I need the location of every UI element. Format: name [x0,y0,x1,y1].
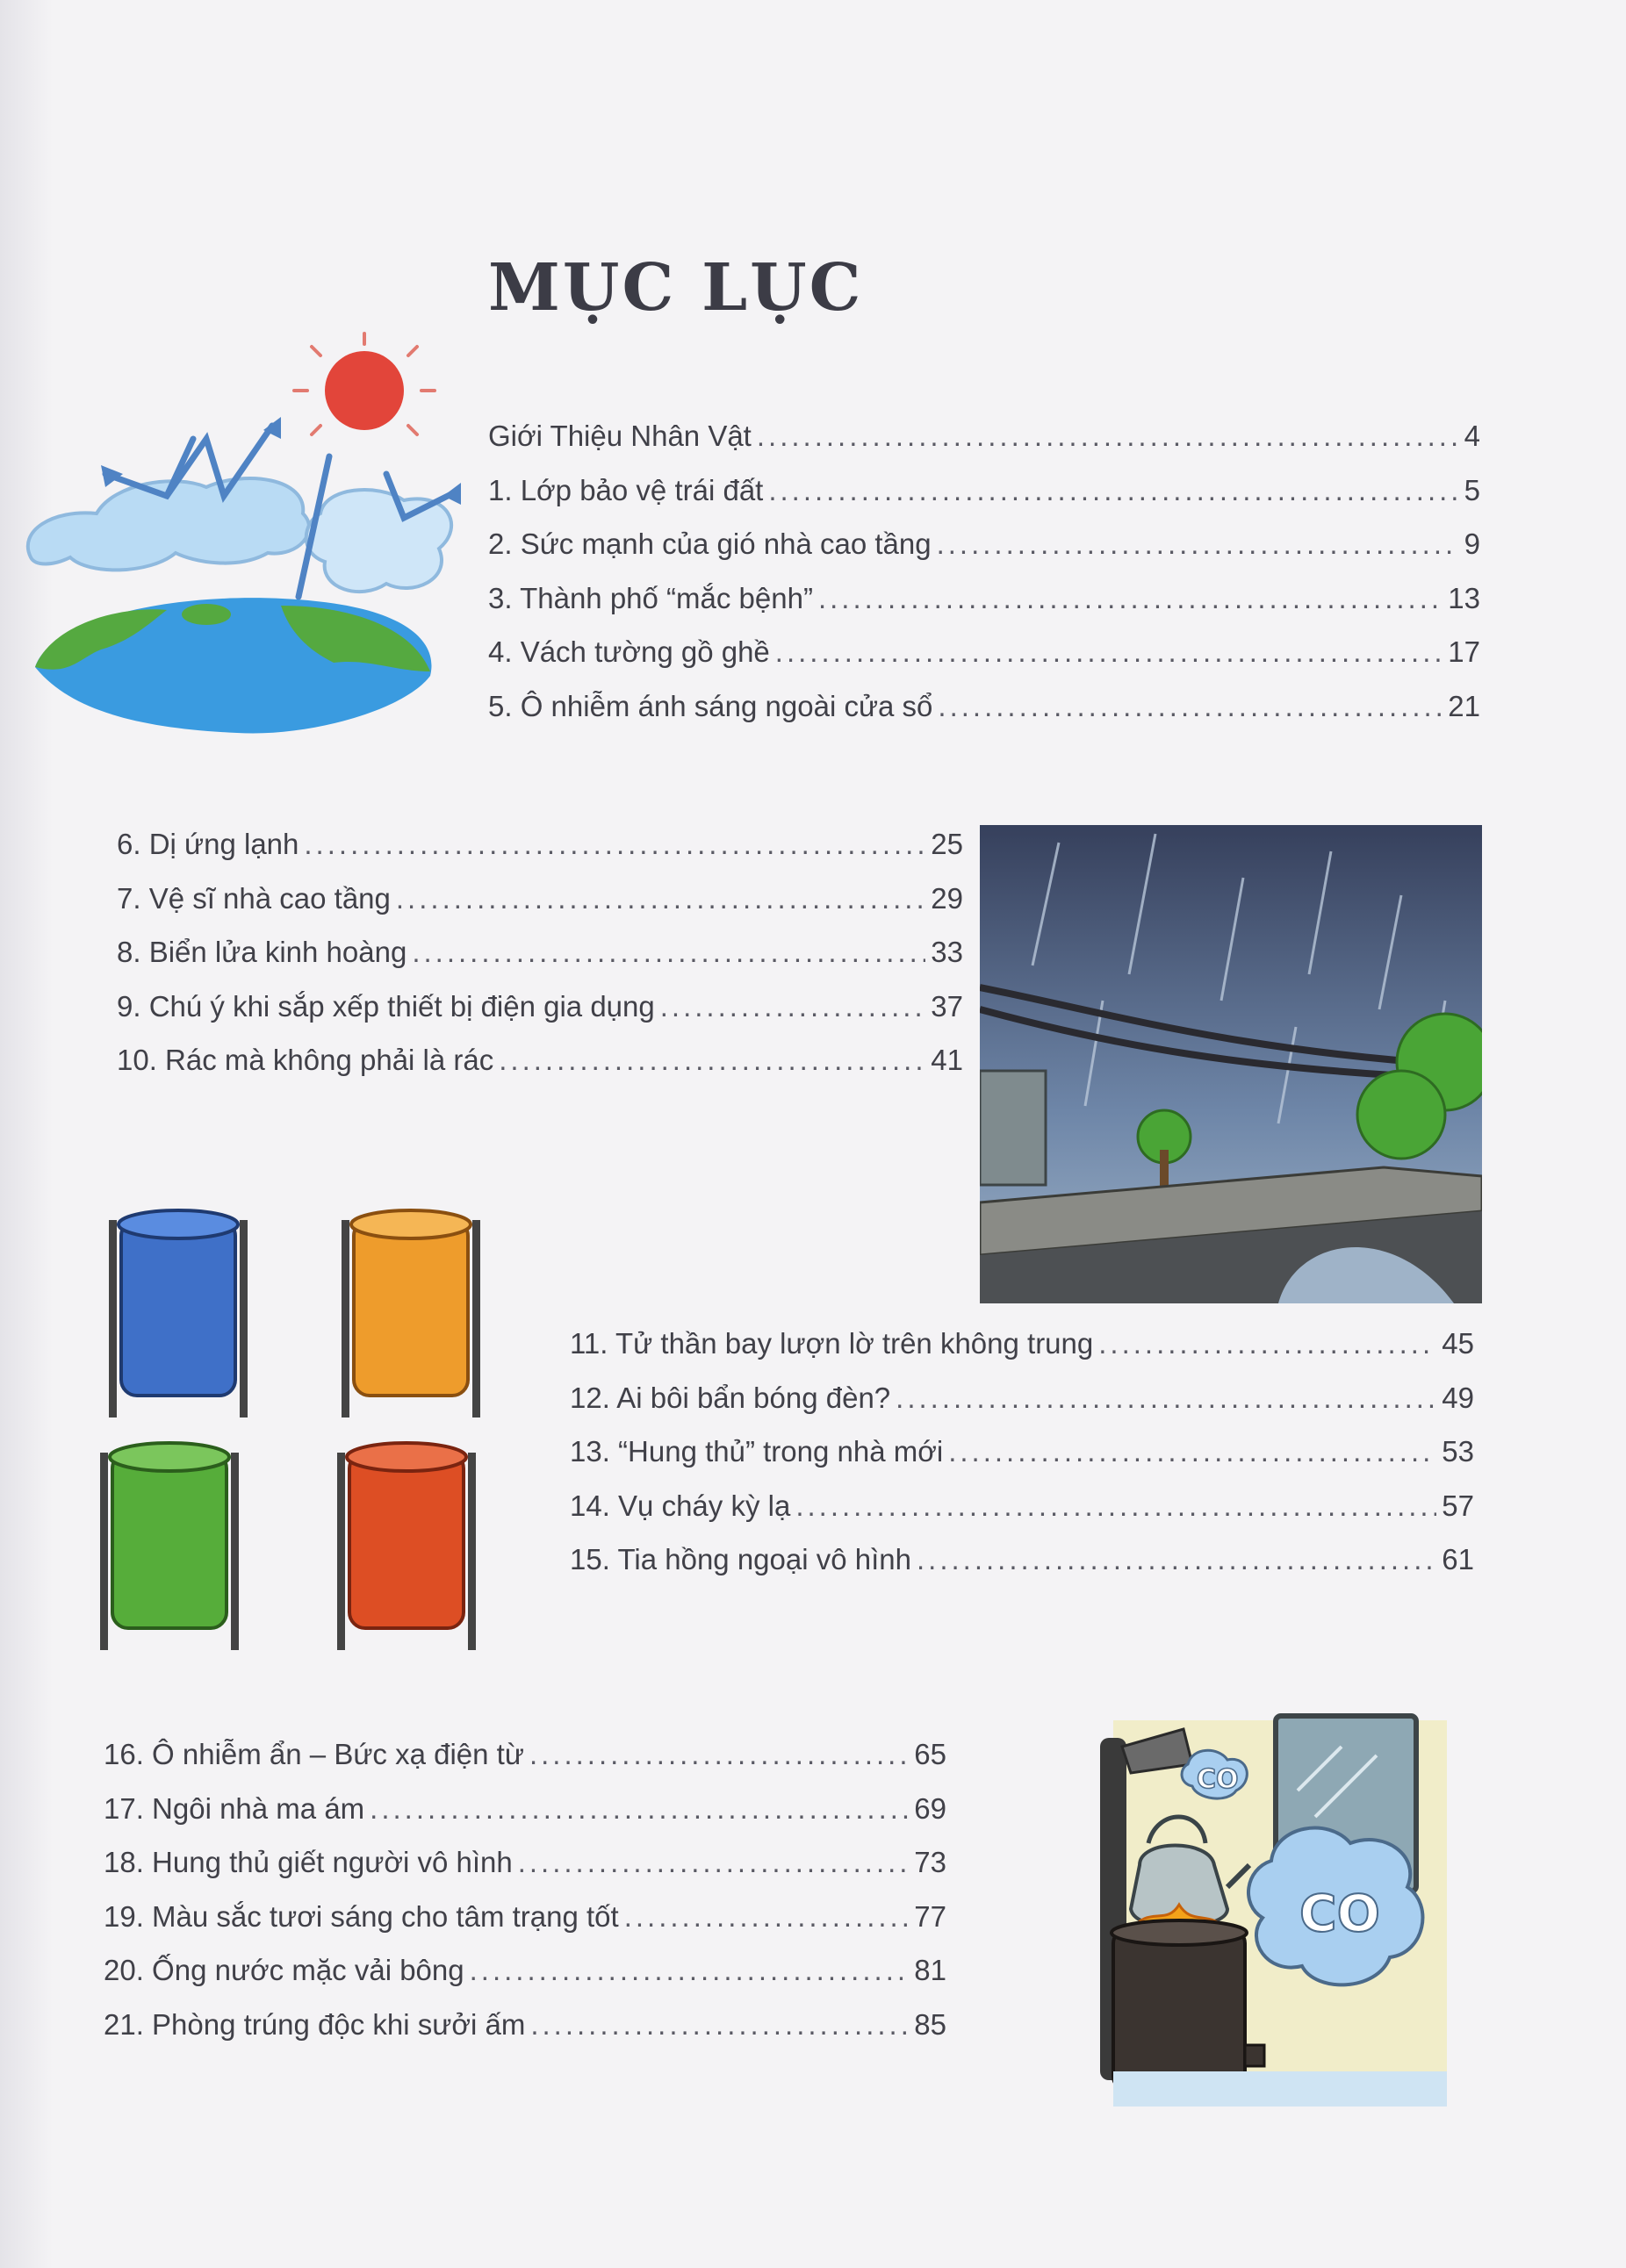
toc-entry [488,690,1480,744]
toc-entry-title: 14. Vụ cháy kỳ lạ [570,1489,791,1522]
red-bin-icon [337,1443,476,1650]
toc-entry-title: 13. “Hung thủ” trong nhà mới [570,1435,944,1468]
toc-entry-page-number: 21 [1448,689,1480,722]
toc-group-3 [570,1327,1474,1597]
toc-entry-title: 5. Ô nhiễm ánh sáng ngoài cửa sổ [488,689,933,722]
toc-dot-leader [917,1543,1436,1576]
cloud-icon [28,478,451,592]
stove-icon [1112,1920,1264,2089]
toc-entry-title: 18. Hung thủ giết người vô hình [104,1846,513,1878]
toc-entry [104,2008,946,2063]
toc-dot-leader [660,990,926,1023]
toc-entry-page-number: 65 [914,1738,946,1770]
toc-entry-page-number: 29 [931,881,963,915]
toc-entry-page-number: 85 [914,2007,946,2041]
toc-entry-page-number: 45 [1442,1327,1474,1360]
toc-entry-title: 3. Thành phố “mắc bệnh” [488,581,813,614]
toc-dot-leader [757,420,1459,453]
earth-climate-illustration [18,325,474,746]
toc-entry [488,474,1480,528]
rainy-bridge-illustration [980,825,1482,1303]
toc-entry-title: 10. Rác mà không phải là rác [117,1044,494,1076]
toc-entry-title: 16. Ô nhiễm ẩn – Bức xạ điện từ [104,1738,524,1770]
toc-entry-title: 2. Sức mạnh của gió nhà cao tầng [488,528,932,560]
toc-dot-leader [529,1738,909,1771]
toc-group-1 [488,420,1480,743]
toc-entry-page-number: 5 [1464,473,1480,506]
toc-entry-page-number: 13 [1448,581,1480,614]
toc-group-2 [117,828,963,1098]
toc-entry-title: 1. Lớp bảo vệ trái đất [488,473,764,506]
toc-entry [117,882,963,937]
toc-entry-page-number: 57 [1442,1489,1474,1522]
toc-dot-leader [370,1792,909,1826]
blue-bin-icon [109,1210,248,1418]
toc-entry-page-number: 4 [1464,420,1480,452]
co-large-label: CO [1299,1884,1380,1943]
earth-icon [35,598,431,733]
orange-bin-icon [342,1210,480,1418]
co-small-label: CO [1197,1764,1239,1795]
toc-entry-title: 19. Màu sắc tươi sáng cho tâm trạng tốt [104,1899,619,1933]
toc-dot-leader [948,1435,1436,1468]
toc-entry [104,1900,946,1955]
toc-entry-page-number: 25 [931,828,963,860]
toc-group-4 [104,1738,946,2062]
toc-entry-title: 4. Vách tường gồ ghề [488,635,770,668]
toc-entry-page-number: 69 [914,1791,946,1825]
toc-entry-title: 8. Biển lửa kinh hoàng [117,936,407,968]
toc-entry-title: 15. Tia hồng ngoại vô hình [570,1543,911,1575]
toc-entry-title: Giới Thiệu Nhân Vật [488,420,752,452]
toc-dot-leader [768,474,1458,507]
toc-entry-title: 21. Phòng trúng độc khi sưởi ấm [104,2007,526,2041]
toc-entry [570,1435,1474,1489]
toc-dot-leader [499,1044,925,1077]
toc-entry-page-number: 77 [914,1899,946,1933]
toc-entry [488,420,1480,474]
toc-entry-page-number: 53 [1442,1435,1474,1468]
toc-entry-page-number: 41 [931,1044,963,1076]
toc-entry-page-number: 37 [931,989,963,1023]
toc-entry [488,528,1480,582]
carbon-monoxide-illustration [1096,1712,1464,2115]
toc-dot-leader [304,828,925,861]
toc-entry-page-number: 17 [1448,635,1480,668]
toc-entry [488,582,1480,636]
toc-entry-title: 12. Ai bôi bẩn bóng đèn? [570,1381,891,1414]
green-bin-icon [100,1443,239,1650]
toc-dot-leader [396,882,925,915]
toc-dot-leader [937,528,1459,561]
toc-entry-title: 7. Vệ sĩ nhà cao tầng [117,881,391,915]
toc-entry-title: 6. Dị ứng lạnh [117,828,299,860]
toc-dot-leader [896,1382,1436,1415]
toc-entry-page-number: 73 [914,1846,946,1878]
toc-entry [104,1954,946,2008]
toc-entry-title: 17. Ngôi nhà ma ám [104,1791,365,1825]
toc-entry [117,936,963,990]
toc-dot-leader [818,582,1443,615]
toc-entry [104,1792,946,1847]
toc-dot-leader [1098,1327,1436,1360]
trash-bins-illustration [95,1202,499,1663]
toc-dot-leader [518,1846,910,1879]
toc-entry [570,1489,1474,1544]
toc-dot-leader [530,2008,909,2042]
toc-entry [488,635,1480,690]
sun-icon [294,334,435,434]
toc-entry [117,828,963,882]
page-title: MỤC LỤC [488,250,864,326]
toc-dot-leader [412,936,925,969]
toc-entry-page-number: 81 [914,1954,946,1986]
toc-entry [104,1846,946,1900]
toc-entry-page-number: 9 [1464,528,1480,560]
toc-entry [570,1543,1474,1597]
toc-dot-leader [624,1900,910,1934]
toc-dot-leader [795,1489,1436,1523]
toc-entry-page-number: 33 [931,936,963,968]
toc-dot-leader [470,1954,910,1987]
toc-entry [570,1382,1474,1436]
toc-entry-title: 11. Tử thần bay lượn lờ trên không trung [570,1327,1094,1360]
toc-entry-title: 20. Ống nước mặc vải bông [104,1954,464,1986]
toc-dot-leader [775,635,1443,669]
toc-entry [117,990,963,1044]
toc-entry [117,1044,963,1098]
toc-entry-title: 9. Chú ý khi sắp xếp thiết bị điện gia dụng [117,989,655,1023]
toc-entry-page-number: 49 [1442,1381,1474,1414]
toc-dot-leader [938,690,1443,723]
toc-entry [570,1327,1474,1382]
toc-entry-page-number: 61 [1442,1543,1474,1575]
toc-entry [104,1738,946,1792]
